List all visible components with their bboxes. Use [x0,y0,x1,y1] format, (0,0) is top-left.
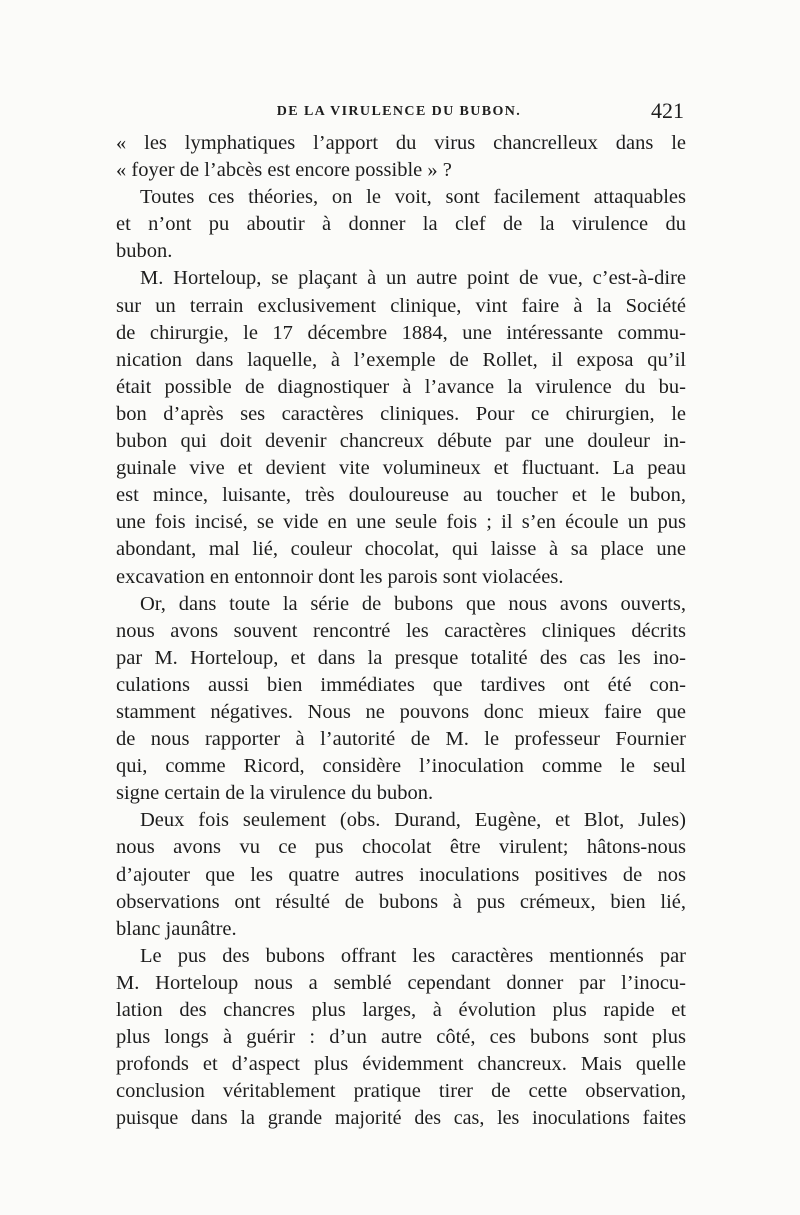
text-line: Toutes ces théories, on le voit, sont facilement attaquables [140,186,686,209]
text-line: abondant, mal lié, couleur chocolat, qui laisse à sa place une [116,538,686,561]
text-line: conclusion véritablement pratique tirer de cette observation, [116,1080,686,1103]
text-line: « foyer de l’abcès est encore possible » ? [116,159,452,182]
text-line: bubon. [116,240,173,263]
text-line: profonds et d’aspect plus évidemment chancreux. Mais quelle [116,1053,686,1076]
text-line: lation des chancres plus larges, à évolution plus rapide et [116,999,686,1021]
text-line: Or, dans toute la série de bubons que nous avons ouverts, [140,592,686,615]
text-line: une fois incisé, se vide en une seule fois ; il s’en écoule un pus [116,511,686,534]
text-line: signe certain de la virulence du bubon. [116,782,434,805]
page-header [112,98,686,128]
body-text [116,130,686,1132]
text-line: excavation en entonnoir dont les parois sont violacées. [116,565,564,588]
text-line: de chirurgie, le 17 décembre 1884, une intéressante commu- [116,321,686,344]
text-line: nous avons souvent rencontré les caractères cliniques décrits [116,619,686,642]
text-line: observations ont résulté de bubons à pus crémeux, bien lié, [116,890,686,913]
text-line: par M. Horteloup, et dans la presque totalité des cas les ino- [116,646,686,669]
text-line: de nous rapporter à l’autorité de M. le professeur Fournier [116,728,686,751]
text-line: d’ajouter que les quatre autres inoculations positives de nos [116,863,686,886]
running-title: DE LA VIRULENCE DU BUBON. [276,104,522,119]
text-line: était possible de diagnostiquer à l’avance la virulence du bu- [116,375,686,398]
text-line: puisque dans la grande majorité des cas, les inoculations faites [116,1107,686,1130]
text-line: plus longs à guérir : d’un autre côté, ces bubons sont plus [116,1026,686,1049]
text-line: guinale vive et devient vite volumineux et fluctuant. La peau [116,457,686,480]
text-line: blanc jaunâtre. [116,917,237,940]
text-line: et n’ont pu aboutir à donner la clef de la virulence du [116,213,686,236]
text-line: Le pus des bubons offrant les caractères mentionnés par [140,944,686,967]
text-line: nication dans laquelle, à l’exemple de Rollet, il exposa qu’il [116,348,686,371]
text-line: bubon qui doit devenir chancreux débute par une douleur in- [116,430,686,453]
text-line: « les lymphatiques l’apport du virus chancrelleux dans le [116,132,686,154]
text-line: est mince, luisante, très douloureuse au toucher et le bubon, [116,484,686,507]
text-line: M. Horteloup, se plaçant à un autre point de vue, c’est-à-dire [140,267,686,290]
text-line: nous avons vu ce pus chocolat être virulent; hâtons-nous [116,836,686,859]
page-number: 421 [651,98,684,123]
text-line: sur un terrain exclusivement clinique, vint faire à la Société [116,294,686,317]
text-line: bon d’après ses caractères cliniques. Pour ce chirurgien, le [116,402,686,425]
text-line: M. Horteloup nous a semblé cependant donner par l’inocu- [116,971,686,994]
text-line: qui, comme Ricord, considère l’inoculation comme le seul [116,755,686,778]
text-line: culations aussi bien immédiates que tardives ont été con- [116,673,686,696]
text-line: stamment négatives. Nous ne pouvons donc mieux faire que [116,700,686,723]
text-line: Deux fois seulement (obs. Durand, Eugène, et Blot, Jules) [140,809,686,832]
